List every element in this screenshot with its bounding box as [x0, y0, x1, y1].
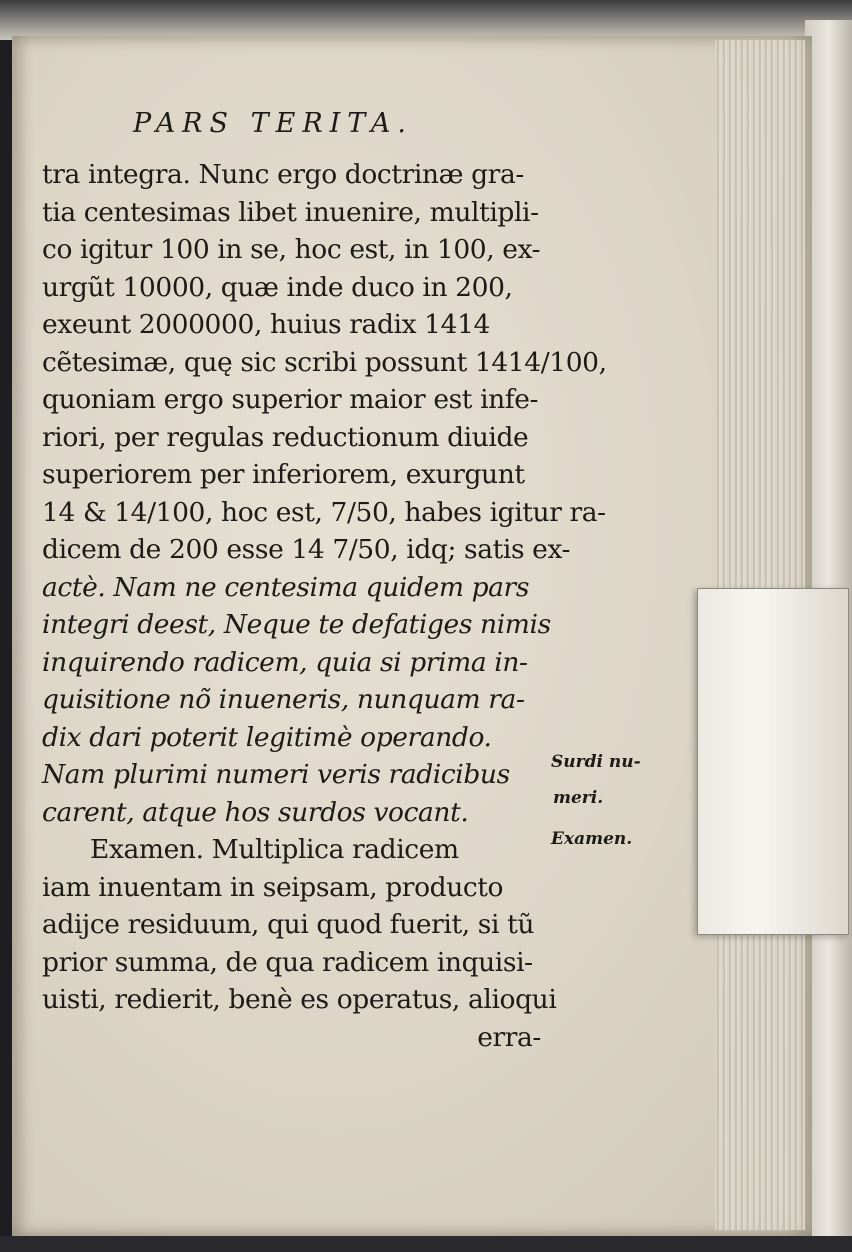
text-line: adijce residuum, qui quod fuerit, si tũ — [42, 909, 535, 940]
text-line: inquirendo radicem, quia si prima in- — [42, 646, 528, 678]
text-line: superiorem per inferiorem, exurgunt — [42, 459, 525, 490]
text-line: dicem de 200 esse 14 7/50, idq; satis ex- — [42, 534, 571, 565]
text-line: quisitione nõ inueneris, nunquam ra- — [42, 684, 525, 715]
text-line: tra integra. Nunc ergo doctrinæ gra- — [42, 159, 524, 190]
text-line: 14 & 14/100, hoc est, 7/50, habes igitur ra- — [42, 496, 606, 528]
margin-note-surdi: Surdi nu- — [551, 752, 641, 772]
margin-note-examen: Examen. — [551, 829, 633, 849]
text-line: actè. Nam ne centesima quidem pars — [42, 571, 530, 603]
paper-bookmark-tab — [697, 588, 849, 935]
text-line: dix dari poterit legitimè operando. — [42, 721, 492, 753]
text-line: prior summa, de qua radicem inquisi- — [42, 946, 533, 978]
text-line: quoniam ergo superior maior est infe- — [42, 384, 539, 415]
text-line: uisti, redierit, benè es operatus, alioqui — [42, 984, 557, 1015]
text-line: exeunt 2000000, huius radix 1414 — [42, 309, 490, 340]
text-line: iam inuentam in seipsam, producto — [42, 871, 504, 903]
text-line: co igitur 100 in se, hoc est, in 100, ex- — [42, 234, 541, 265]
book-top-edge — [0, 0, 852, 40]
catchword: erra- — [477, 1021, 541, 1053]
text-line: integri deest, Neque te defatiges nimis — [42, 609, 551, 640]
text-line: urgũt 10000, quæ inde duco in 200, — [42, 271, 513, 303]
text-line: carent, atque hos surdos vocant. — [42, 796, 469, 828]
running-head: PARS TERITA. — [133, 108, 413, 139]
text-line: Examen. Multiplica radicem — [90, 834, 459, 865]
margin-note-numeri: meri. — [553, 788, 604, 808]
text-line: Nam plurimi numeri veris radicibus — [42, 759, 510, 790]
text-line: cẽtesimæ, quę sic scribi possunt 1414/100, — [42, 346, 607, 378]
book-bottom-edge — [0, 1236, 852, 1252]
text-line: riori, per regulas reductionum diuide — [42, 421, 529, 453]
text-line: tia centesimas libet inuenire, multipli- — [42, 196, 539, 228]
